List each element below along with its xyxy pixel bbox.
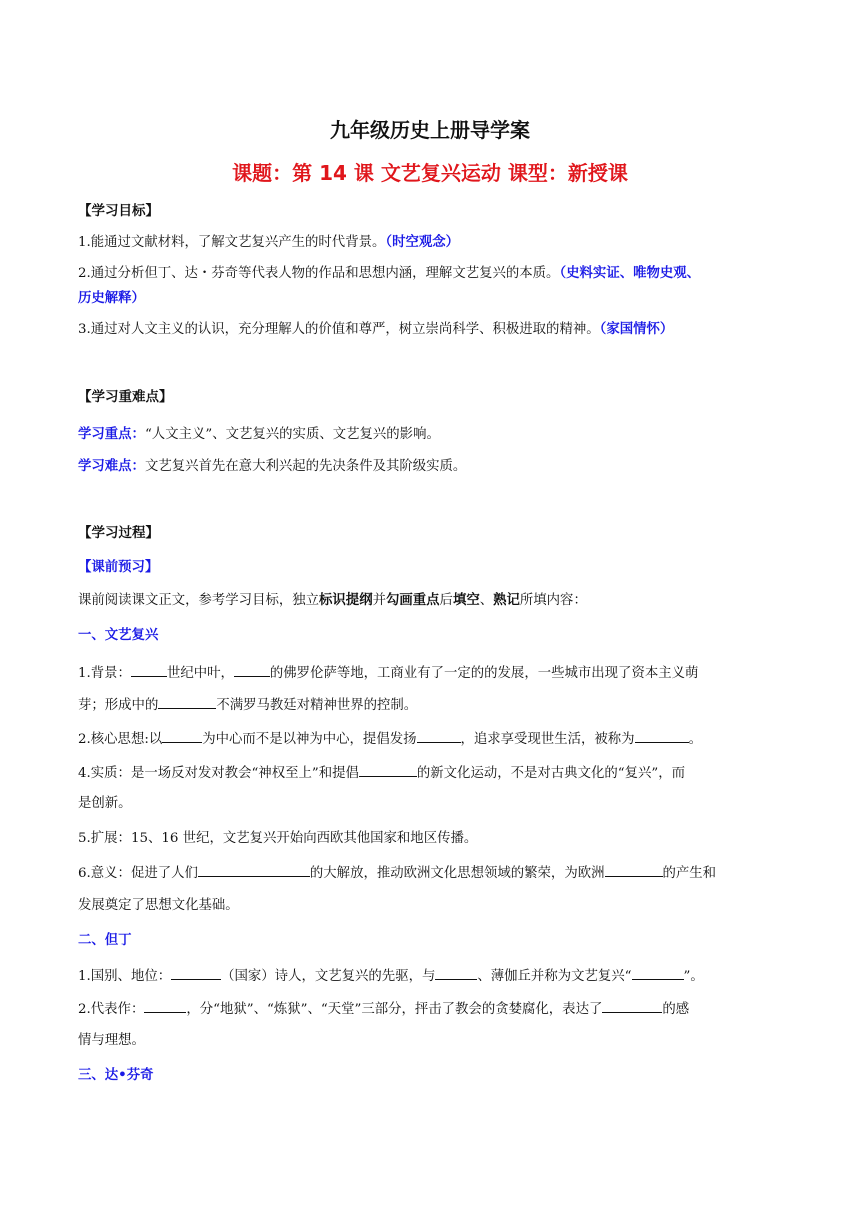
fill-blank[interactable] <box>635 728 689 743</box>
goals-heading: 【学习目标】 <box>78 203 159 219</box>
bg-text: 1.背景： <box>78 666 131 681</box>
core-text: 为中心而不是以神为中心，提倡发扬 <box>202 732 417 747</box>
goal-3-tag: （家国情怀） <box>599 322 674 337</box>
sig-text: 的产生和 <box>662 866 717 881</box>
sig-text: 的大解放，推动欧洲文化思想领域的繁荣，为欧洲 <box>309 866 605 881</box>
difficult-point-label: 学习难点： <box>78 459 145 474</box>
difficult-point <box>78 457 783 476</box>
works-line-2: 情与理想。 <box>78 1033 145 1048</box>
background-line-1 <box>78 662 783 683</box>
goal-3 <box>78 320 783 339</box>
goal-1-text: 1.能通过文献材料，了解文艺复兴产生的时代背景。 <box>78 235 386 250</box>
key-point-label: 学习重点： <box>78 427 145 442</box>
nationality-line <box>78 965 783 986</box>
bg-text: 的佛罗伦萨等地，工商业有了一定的的发展，一些城市出现了资本主义萌 <box>269 666 699 681</box>
core-text: 。 <box>688 732 702 747</box>
fill-blank[interactable] <box>162 728 202 743</box>
lesson-subtitle: 课题：第 14 课 文艺复兴运动 课型：新授课 <box>232 161 628 185</box>
goal-1 <box>78 233 783 252</box>
process-heading: 【学习过程】 <box>78 525 159 541</box>
section-1-heading: 一、文艺复兴 <box>78 628 159 643</box>
nat-text: 1.国别、地位： <box>78 969 172 984</box>
goal-2-tag-cont: 历史解释） <box>78 291 145 306</box>
bg-text: 世纪中叶， <box>166 666 234 681</box>
goal-2-text: 2.通过分析但丁、达・芬奇等代表人物的作品和思想内涵，理解文艺复兴的本质。 <box>78 266 560 281</box>
page-title: 九年级历史上册导学案 <box>330 118 530 142</box>
difficult-point-text: 文艺复兴首先在意大利兴起的先决条件及其阶级实质。 <box>144 459 467 474</box>
essence-text: 的新文化运动，不是对古典文化的“复兴”，而 <box>416 766 686 781</box>
nat-text: ”。 <box>683 969 704 984</box>
bg-text: 芽；形成中的 <box>78 698 159 713</box>
nat-text: 、薄伽丘并称为文艺复兴“ <box>477 969 632 984</box>
fill-blank[interactable] <box>359 762 417 777</box>
sig-text: 6.意义：促进了人们 <box>78 866 198 881</box>
key-point <box>78 425 783 444</box>
instr-bold: 熟记 <box>493 593 520 608</box>
fill-blank[interactable] <box>158 694 216 709</box>
core-text: ，追求享受现世生活，被称为 <box>460 732 635 747</box>
work-text: 的感 <box>662 1002 690 1017</box>
essence-line-1 <box>78 762 783 783</box>
preview-instructions <box>78 591 783 610</box>
keypoints-heading: 【学习重难点】 <box>78 389 173 405</box>
goal-2 <box>78 264 783 283</box>
core-idea-line <box>78 728 783 749</box>
instr-bold: 标识提纲 <box>319 593 373 608</box>
work-text: 2.代表作： <box>78 1002 145 1017</box>
core-text: 2.核心思想:以 <box>78 732 163 747</box>
instr-text: 、 <box>479 593 494 608</box>
instr-text: 课前阅读课文正文，参考学习目标，独立 <box>78 593 320 608</box>
significance-line-1 <box>78 862 783 883</box>
essence-line-2: 是创新。 <box>78 796 132 811</box>
work-text: ，分“地狱”、“炼狱”、“天堂”三部分，抨击了教会的贪婪腐化，表达了 <box>186 1002 603 1017</box>
fill-blank[interactable] <box>131 662 167 677</box>
preview-heading: 【课前预习】 <box>78 560 159 575</box>
goal-1-tag: （时空观念） <box>385 235 460 250</box>
key-point-text: “人文主义”、文艺复兴的实质、文艺复兴的影响。 <box>144 427 440 442</box>
section-3-heading: 三、达•芬奇 <box>78 1068 154 1083</box>
extension-line: 5.扩展：15、16 世纪，文艺复兴开始向西欧其他国家和地区传播。 <box>78 831 478 846</box>
fill-blank[interactable] <box>435 965 477 980</box>
section-2-heading: 二、但丁 <box>78 933 132 948</box>
instr-text: 并 <box>372 593 386 608</box>
goal-3-text: 3.通过对人文主义的认识，充分理解人的价值和尊严，树立崇尚科学、积极进取的精神。 <box>78 322 600 337</box>
goal-2-tag: （史料实证、唯物史观、 <box>559 266 701 281</box>
goal-2-cont <box>78 289 783 308</box>
fill-blank[interactable] <box>171 965 221 980</box>
instr-bold: 填空 <box>452 593 480 608</box>
fill-blank[interactable] <box>234 662 270 677</box>
essence-text: 4.实质：是一场反对发对教会“神权至上”和提倡 <box>78 766 359 781</box>
works-line-1 <box>78 998 783 1019</box>
fill-blank[interactable] <box>632 965 684 980</box>
instr-bold: 勾画重点 <box>385 593 440 608</box>
background-line-2 <box>78 694 783 715</box>
fill-blank[interactable] <box>602 998 662 1013</box>
fill-blank[interactable] <box>144 998 186 1013</box>
nat-text: （国家）诗人，文艺复兴的先驱，与 <box>221 969 436 984</box>
instr-text: 后 <box>439 593 453 608</box>
bg-text: 不满罗马教廷对精神世界的控制。 <box>216 698 418 713</box>
fill-blank[interactable] <box>198 862 310 877</box>
instr-text: 所填内容： <box>519 593 587 608</box>
significance-line-2: 发展奠定了思想文化基础。 <box>78 898 239 913</box>
fill-blank[interactable] <box>417 728 461 743</box>
fill-blank[interactable] <box>605 862 663 877</box>
